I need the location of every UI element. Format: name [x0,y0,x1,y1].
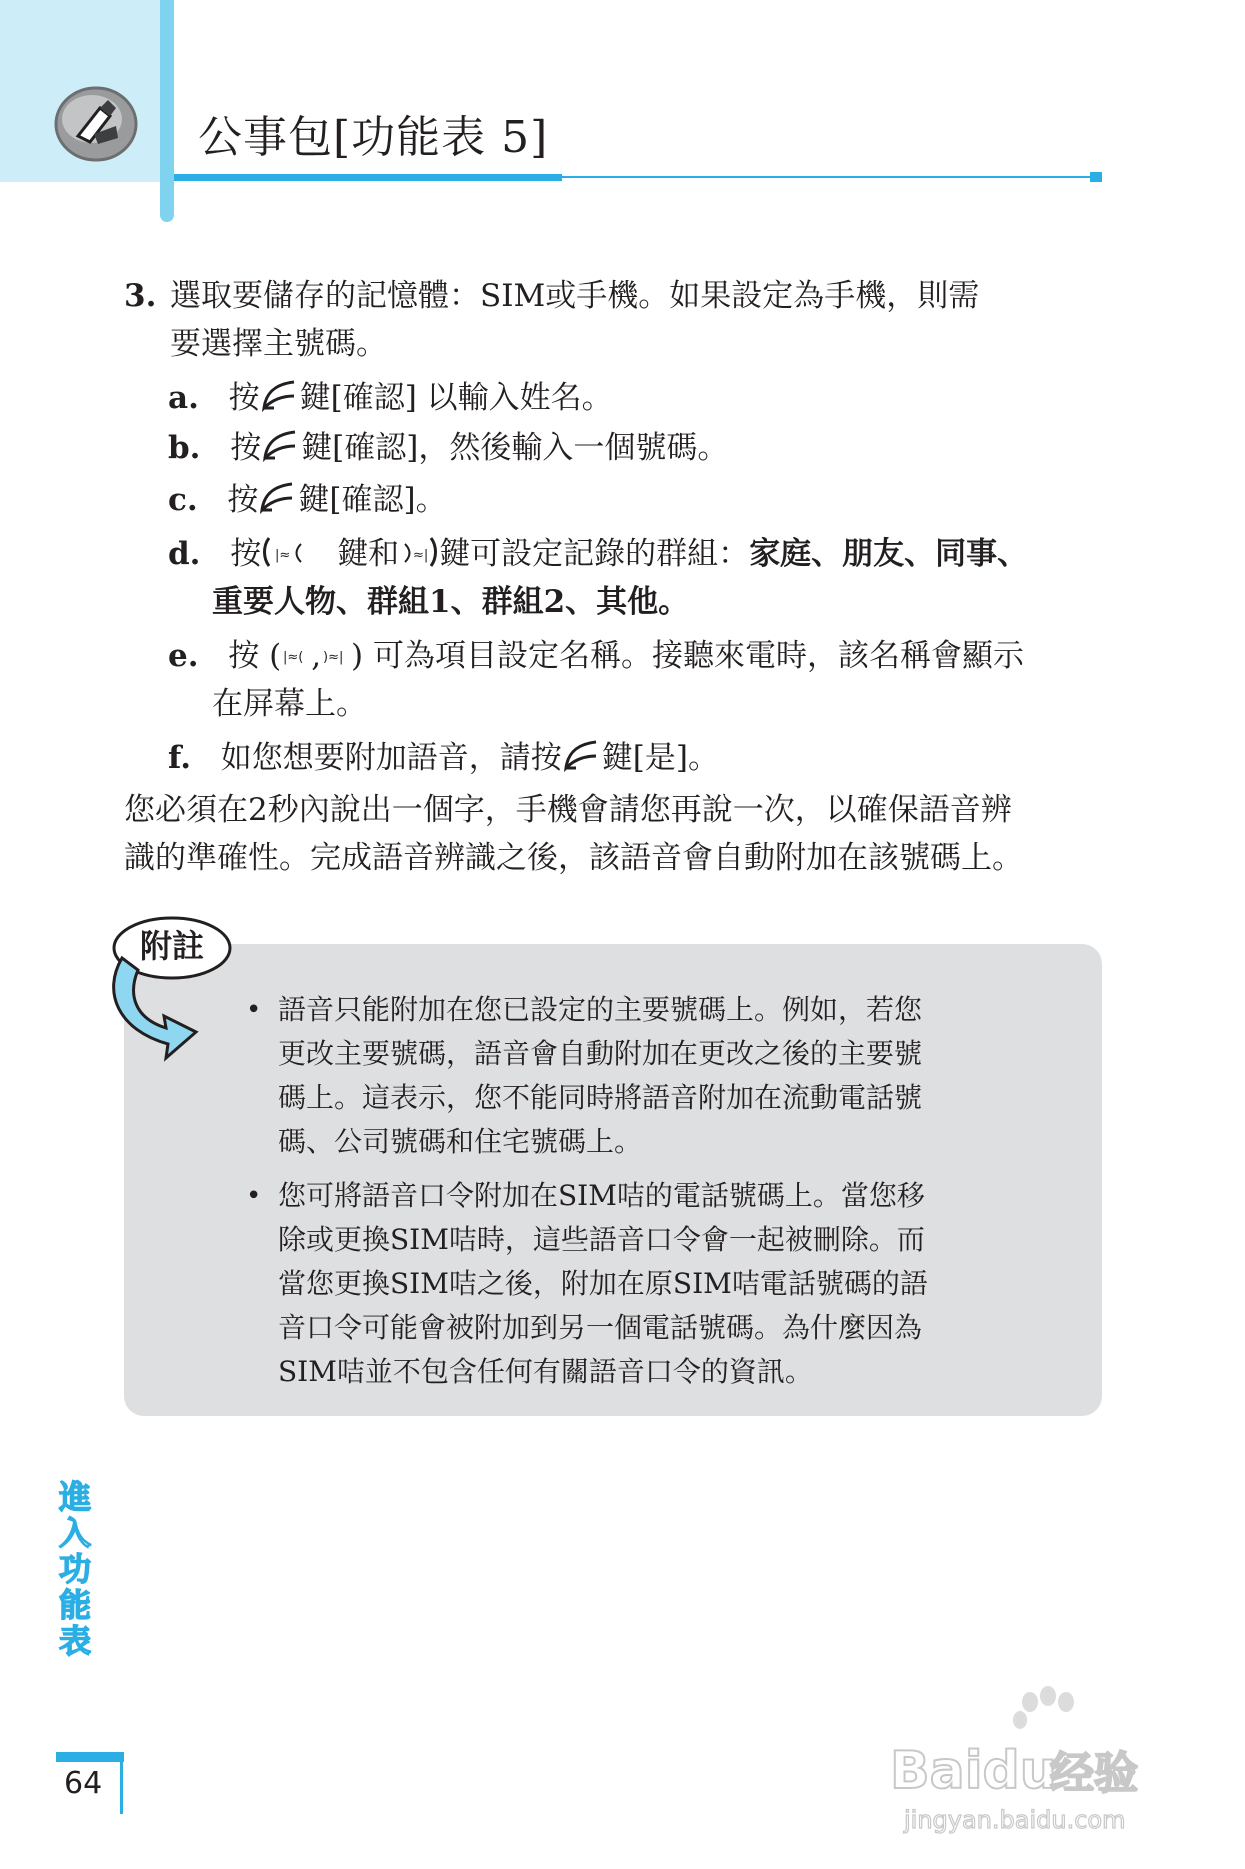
left-soft-key-icon [260,378,300,414]
nav-right-key-icon [399,534,439,570]
watermark-brand-cn: 经验 [1050,1748,1138,1799]
voice-paragraph-line1: 您必須在2秒內說出一個字，手機會請您再說一次，以確保語音辨 [124,792,1012,828]
header-underline [174,174,562,181]
note-bullet-1-line1: 語音只能附加在您已設定的主要號碼上。例如，若您 [278,993,923,1026]
note-bullet-2-line5: SIM咭並不包含任何有關語音口令的資訊。 [278,1355,813,1388]
substep-label: f. [168,740,192,776]
substep-label: a. [168,380,199,416]
substep-text: 按 [227,482,259,518]
watermark-brand: Baidu [890,1741,1057,1801]
substep-text: 鍵[確認]，然後輸入一個號碼。 [301,430,729,466]
substep-a [168,374,613,422]
svg-text:)≈|: )≈| [323,650,344,665]
page-title: 公事包[功能表 5] [198,112,549,163]
substep-c [168,476,447,524]
briefcase-tools-icon [54,86,138,162]
left-soft-key-icon [261,428,301,464]
substep-e [168,632,1024,680]
note-bullet-2-line2: 除或更換SIM咭時，這些語音口令會一起被刪除。而 [278,1223,925,1256]
step-text-line2: 要選擇主號碼。 [170,326,387,362]
step-number: 3. [124,278,157,314]
substep-text: 按 [230,430,262,466]
bullet-dot: • [246,1181,262,1211]
substep-text: 按 [230,536,262,572]
footer-bar [56,1752,124,1762]
baidu-watermark [880,1680,1180,1840]
substep-label: b. [168,430,201,466]
substep-d [168,530,1028,578]
substep-text: 按 [228,380,260,416]
bullet-dot: • [246,995,262,1025]
substep-text: 鍵[確認]。 [298,482,447,518]
note-bullet-1-line3: 碼上。這表示，您不能同時將語音附加在流動電話號 [278,1081,923,1114]
left-soft-key-icon [562,738,602,774]
svg-text:|≈(: |≈( [283,650,304,665]
substep-e-line2: 在屏幕上。 [212,686,367,722]
nav-left-key-icon [261,534,323,570]
note-bullet-2-line4: 音口令可能會被附加到另一個電話號碼。為什麼因為 [278,1311,923,1344]
watermark-url: jingyan.baidu.com [904,1806,1126,1834]
header-rule-end [1090,172,1102,182]
note-bullet-2-line3: 當您更換SIM咭之後，附加在原SIM咭電話號碼的語 [278,1267,928,1300]
substep-text: ) 可為項目設定名稱。接聽來電時，該名稱會顯示 [351,638,1024,674]
substep-label: e. [168,638,199,674]
substep-text: 鍵[是]。 [601,740,719,776]
nav-left-key-icon [281,636,311,672]
substep-label: c. [168,482,198,518]
substep-text: 鍵可設定記錄的群組： [439,536,750,572]
svg-text:|≈: |≈ [275,548,291,563]
paw-logo-icon [1013,1686,1074,1729]
header-vertical-bar [160,0,174,222]
section-side-label: 進入功能表 [54,1480,92,1660]
note-bullet-1-line2: 更改主要號碼，語音會自動附加在更改之後的主要號 [278,1037,923,1070]
substep-f [168,734,719,782]
note-bullet-2-line1: 您可將語音口令附加在SIM咭的電話號碼上。當您移 [278,1179,925,1212]
note-badge-label: 附註 [140,927,205,965]
nav-right-key-icon [321,636,351,672]
header-rule [562,176,1096,178]
substep-text: 按 ( [228,638,282,674]
substep-text: , [311,638,322,674]
step-text-line1: 選取要儲存的記憶體：SIM或手機。如果設定為手機，則需 [170,278,980,314]
group-list-bold: 家庭、朋友、同事、 [749,536,1029,572]
voice-paragraph-line2: 識的準確性。完成語音辨識之後，該語音會自動附加在該號碼上。 [124,840,1023,876]
substep-text: 鍵和 [337,536,400,572]
substep-b [168,424,728,472]
group-list-bold-line2: 重要人物、群組1、群組2、其他。 [212,584,690,620]
substep-text: 鍵[確認] 以輸入姓名。 [299,380,613,416]
note-bullet-1-line4: 碼、公司號碼和住宅號碼上。 [278,1125,643,1158]
substep-text: 如您想要附加語音，請按 [220,740,562,776]
substep-label: d. [168,536,201,572]
page-number: 64 [64,1766,103,1801]
left-soft-key-icon [258,480,298,516]
footer-divider [120,1762,123,1814]
svg-text:≈|: ≈| [413,548,429,563]
